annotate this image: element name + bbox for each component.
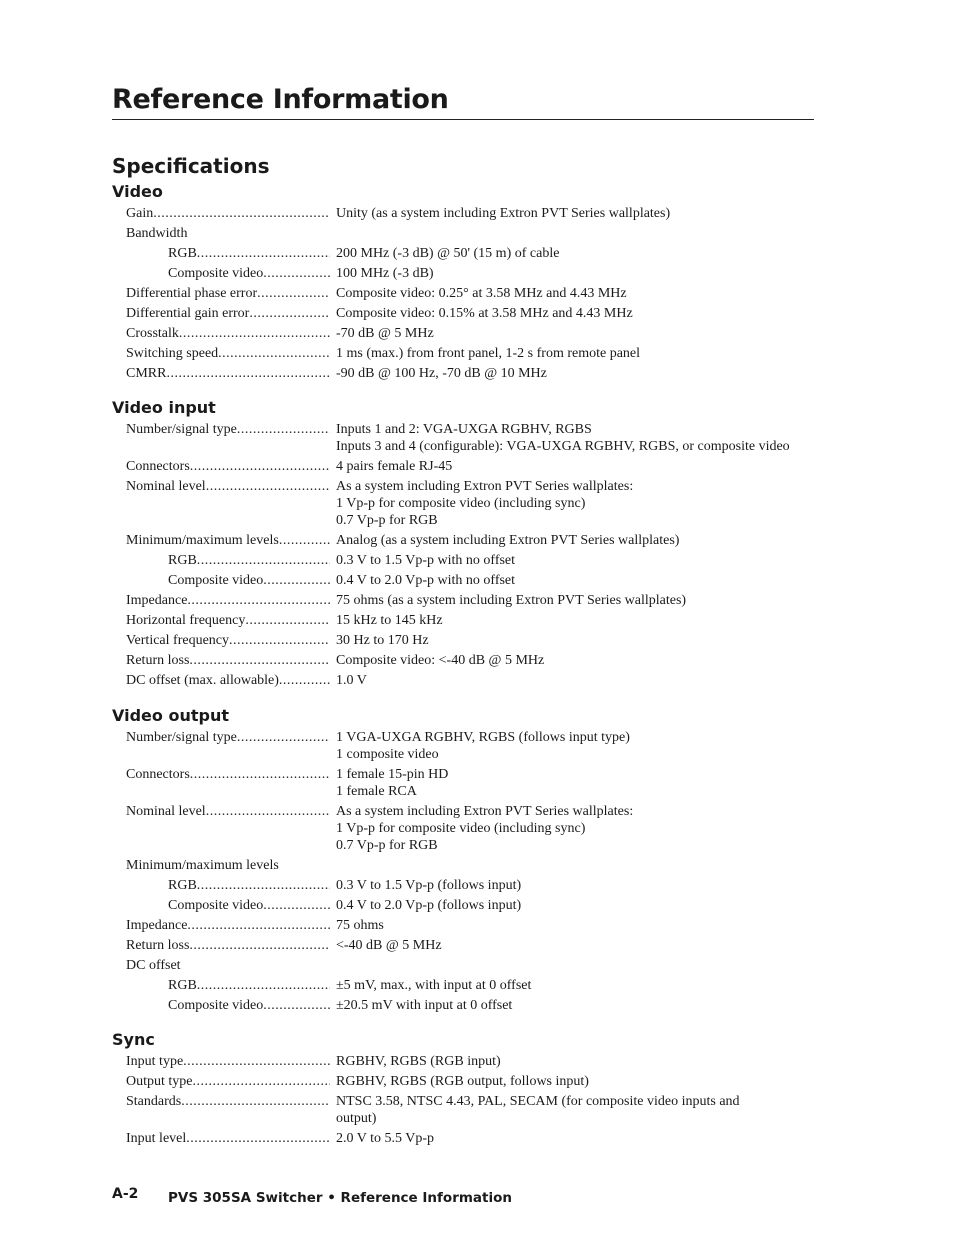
spec-value: Composite video: 0.25° at 3.58 MHz and 4.43 MHz: [336, 286, 627, 301]
video-input-spec-list: [126, 421, 826, 692]
dot-leader: [197, 877, 330, 894]
spec-row-crosstalk: [126, 325, 826, 342]
spec-label: Standards: [126, 1094, 182, 1109]
spec-label: Return loss: [126, 653, 190, 668]
spec-row-dc-offset: [126, 672, 826, 689]
spec-value: 75 ohms (as a system including Extron PVT Series wallplates): [336, 593, 687, 608]
section-title: Specifications: [112, 154, 270, 178]
spec-label: Connectors: [126, 459, 190, 474]
page-title: Reference Information: [112, 82, 814, 120]
sync-spec-list: [126, 1053, 826, 1150]
spec-label: RGB: [168, 553, 197, 568]
spec-row-min-max-levels: [126, 532, 826, 549]
spec-label: Nominal level: [126, 479, 206, 494]
spec-row-bandwidth: [126, 225, 826, 242]
spec-label: RGB: [168, 246, 197, 261]
spec-value: Analog (as a system including Extron PVT Series wallplates): [336, 533, 680, 548]
spec-row-input-level: [126, 1130, 826, 1147]
spec-row-rgb: [126, 245, 826, 262]
footer-document-title: PVS 305SA Switcher • Reference Information: [168, 1190, 512, 1206]
spec-value: As a system including Extron PVT Series wallplates:: [336, 479, 634, 494]
spec-label: Input level: [126, 1131, 187, 1146]
spec-row-vertical-frequency: [126, 632, 826, 649]
spec-label: Minimum/maximum levels: [126, 533, 279, 548]
spec-value: ±5 mV, max., with input at 0 offset: [336, 978, 532, 993]
spec-row-number-signal-type: [126, 729, 826, 763]
dot-leader: [237, 421, 330, 438]
spec-label: Gain: [126, 206, 154, 221]
spec-row-input-type: [126, 1053, 826, 1070]
spec-value: 75 ohms: [336, 918, 384, 933]
spec-value: 0.3 V to 1.5 Vp-p (follows input): [336, 878, 522, 893]
spec-value: 0.4 V to 2.0 Vp-p (follows input): [336, 898, 522, 913]
spec-value: Inputs 1 and 2: VGA-UXGA RGBHV, RGBS: [336, 422, 592, 437]
dot-leader: [197, 977, 330, 994]
spec-value: 30 Hz to 170 Hz: [336, 633, 429, 648]
dot-leader: [186, 1130, 330, 1147]
spec-value: 15 kHz to 145 kHz: [336, 613, 443, 628]
spec-value: RGBHV, RGBS (RGB output, follows input): [336, 1074, 589, 1089]
spec-label: Differential phase error: [126, 286, 258, 301]
spec-value: 1 VGA-UXGA RGBHV, RGBS (follows input type): [336, 730, 630, 745]
spec-row-gain: [126, 205, 826, 222]
spec-label: Composite video: [168, 898, 264, 913]
video-input-heading: Video input: [112, 398, 216, 417]
spec-value: -90 dB @ 100 Hz, -70 dB @ 10 MHz: [336, 366, 547, 381]
spec-row-rgb: [126, 877, 826, 894]
dot-leader: [189, 937, 330, 954]
spec-value: 1 Vp-p for composite video (including sync): [336, 821, 586, 836]
spec-row-nominal-level: [126, 478, 826, 529]
spec-label: RGB: [168, 978, 197, 993]
spec-value: 1 ms (max.) from front panel, 1-2 s from remote panel: [336, 346, 641, 361]
spec-value: 0.4 V to 2.0 Vp-p with no offset: [336, 573, 516, 588]
dot-leader: [197, 552, 330, 569]
spec-label: Impedance: [126, 593, 188, 608]
spec-row-return-loss: [126, 937, 826, 954]
dot-leader: [197, 245, 330, 262]
dot-leader: [245, 612, 330, 629]
spec-row-rgb: [126, 552, 826, 569]
spec-label: Vertical frequency: [126, 633, 229, 648]
spec-value: 1.0 V: [336, 673, 367, 688]
dot-leader: [279, 672, 330, 689]
video-output-heading: Video output: [112, 706, 229, 725]
spec-label: Return loss: [126, 938, 190, 953]
spec-value: Composite video: 0.15% at 3.58 MHz and 4.43 MHz: [336, 306, 633, 321]
video-output-spec-list: [126, 729, 826, 1017]
spec-row-horizontal-frequency: [126, 612, 826, 629]
spec-value: -70 dB @ 5 MHz: [336, 326, 434, 341]
spec-row-output-type: [126, 1073, 826, 1090]
dot-leader: [187, 592, 330, 609]
spec-row-differential-phase-error: [126, 285, 826, 302]
dot-leader: [181, 1093, 330, 1110]
dot-leader: [190, 766, 330, 783]
spec-label: Differential gain error: [126, 306, 250, 321]
spec-row-cmrr: [126, 365, 826, 382]
spec-label: Number/signal type: [126, 422, 237, 437]
footer-page-number: A-2: [112, 1186, 139, 1202]
dot-leader: [263, 265, 330, 282]
spec-value: <-40 dB @ 5 MHz: [336, 938, 442, 953]
spec-row-number-signal-type: [126, 421, 826, 455]
spec-row-standards: [126, 1093, 826, 1127]
dot-leader: [206, 478, 330, 495]
spec-label: CMRR: [126, 366, 167, 381]
sync-heading: Sync: [112, 1030, 155, 1049]
spec-value: 2.0 V to 5.5 Vp-p: [336, 1131, 435, 1146]
spec-row-connectors: [126, 458, 826, 475]
spec-row-nominal-level: [126, 803, 826, 854]
spec-value: Inputs 3 and 4 (configurable): VGA-UXGA RGBHV, RGBS, or composite video: [336, 439, 790, 454]
video-spec-list: [126, 205, 826, 385]
spec-label: DC offset: [126, 958, 181, 973]
video-heading: Video: [112, 182, 163, 201]
spec-value: 200 MHz (-3 dB) @ 50' (15 m) of cable: [336, 246, 560, 261]
spec-label: Input type: [126, 1054, 184, 1069]
dot-leader: [190, 458, 330, 475]
spec-value: output): [336, 1111, 377, 1126]
dot-leader: [206, 803, 330, 820]
dot-leader: [263, 997, 330, 1014]
spec-row-composite-video: [126, 997, 826, 1014]
dot-leader: [183, 1053, 330, 1070]
dot-leader: [279, 532, 330, 549]
dot-leader: [237, 729, 330, 746]
spec-value: 100 MHz (-3 dB): [336, 266, 434, 281]
spec-value: 0.3 V to 1.5 Vp-p with no offset: [336, 553, 516, 568]
spec-row-composite-video: [126, 572, 826, 589]
dot-leader: [263, 897, 330, 914]
spec-value: Unity (as a system including Extron PVT Series wallplates): [336, 206, 671, 221]
spec-value: 1 Vp-p for composite video (including sync): [336, 496, 586, 511]
spec-label: Bandwidth: [126, 226, 188, 241]
spec-row-impedance: [126, 917, 826, 934]
dot-leader: [229, 632, 330, 649]
spec-row-composite-video: [126, 897, 826, 914]
dot-leader: [263, 572, 330, 589]
dot-leader: [257, 285, 330, 302]
spec-row-switching-speed: [126, 345, 826, 362]
spec-row-connectors: [126, 766, 826, 800]
dot-leader: [249, 305, 330, 322]
spec-label: Connectors: [126, 767, 190, 782]
spec-label: Composite video: [168, 573, 264, 588]
spec-label: Switching speed: [126, 346, 219, 361]
spec-row-impedance: [126, 592, 826, 609]
spec-value: 1 female 15-pin HD: [336, 767, 449, 782]
spec-label: Crosstalk: [126, 326, 179, 341]
spec-value: ±20.5 mV with input at 0 offset: [336, 998, 513, 1013]
spec-value: NTSC 3.58, NTSC 4.43, PAL, SECAM (for composite video inputs and: [336, 1094, 740, 1109]
spec-label: Horizontal frequency: [126, 613, 246, 628]
spec-value: 1 composite video: [336, 747, 439, 762]
spec-row-min-max-levels: [126, 857, 826, 874]
spec-value: 1 female RCA: [336, 784, 417, 799]
spec-value: Composite video: <-40 dB @ 5 MHz: [336, 653, 545, 668]
spec-label: Composite video: [168, 266, 264, 281]
spec-label: Impedance: [126, 918, 188, 933]
dot-leader: [153, 205, 330, 222]
spec-row-differential-gain-error: [126, 305, 826, 322]
spec-row-dc-offset: [126, 957, 826, 974]
dot-leader: [187, 917, 330, 934]
spec-row-return-loss: [126, 652, 826, 669]
dot-leader: [193, 1073, 331, 1090]
spec-value: 4 pairs female RJ-45: [336, 459, 453, 474]
spec-row-rgb: [126, 977, 826, 994]
spec-row-composite-video: [126, 265, 826, 282]
spec-label: Composite video: [168, 998, 264, 1013]
spec-label: RGB: [168, 878, 197, 893]
spec-value: 0.7 Vp-p for RGB: [336, 838, 438, 853]
dot-leader: [189, 652, 330, 669]
spec-value: RGBHV, RGBS (RGB input): [336, 1054, 501, 1069]
spec-label: Output type: [126, 1074, 193, 1089]
spec-label: Minimum/maximum levels: [126, 858, 279, 873]
spec-value: As a system including Extron PVT Series wallplates:: [336, 804, 634, 819]
dot-leader: [179, 325, 330, 342]
spec-value: 0.7 Vp-p for RGB: [336, 513, 438, 528]
dot-leader: [218, 345, 330, 362]
spec-label: Number/signal type: [126, 730, 237, 745]
spec-label: Nominal level: [126, 804, 206, 819]
spec-label: DC offset (max. allowable): [126, 673, 279, 688]
dot-leader: [166, 365, 330, 382]
